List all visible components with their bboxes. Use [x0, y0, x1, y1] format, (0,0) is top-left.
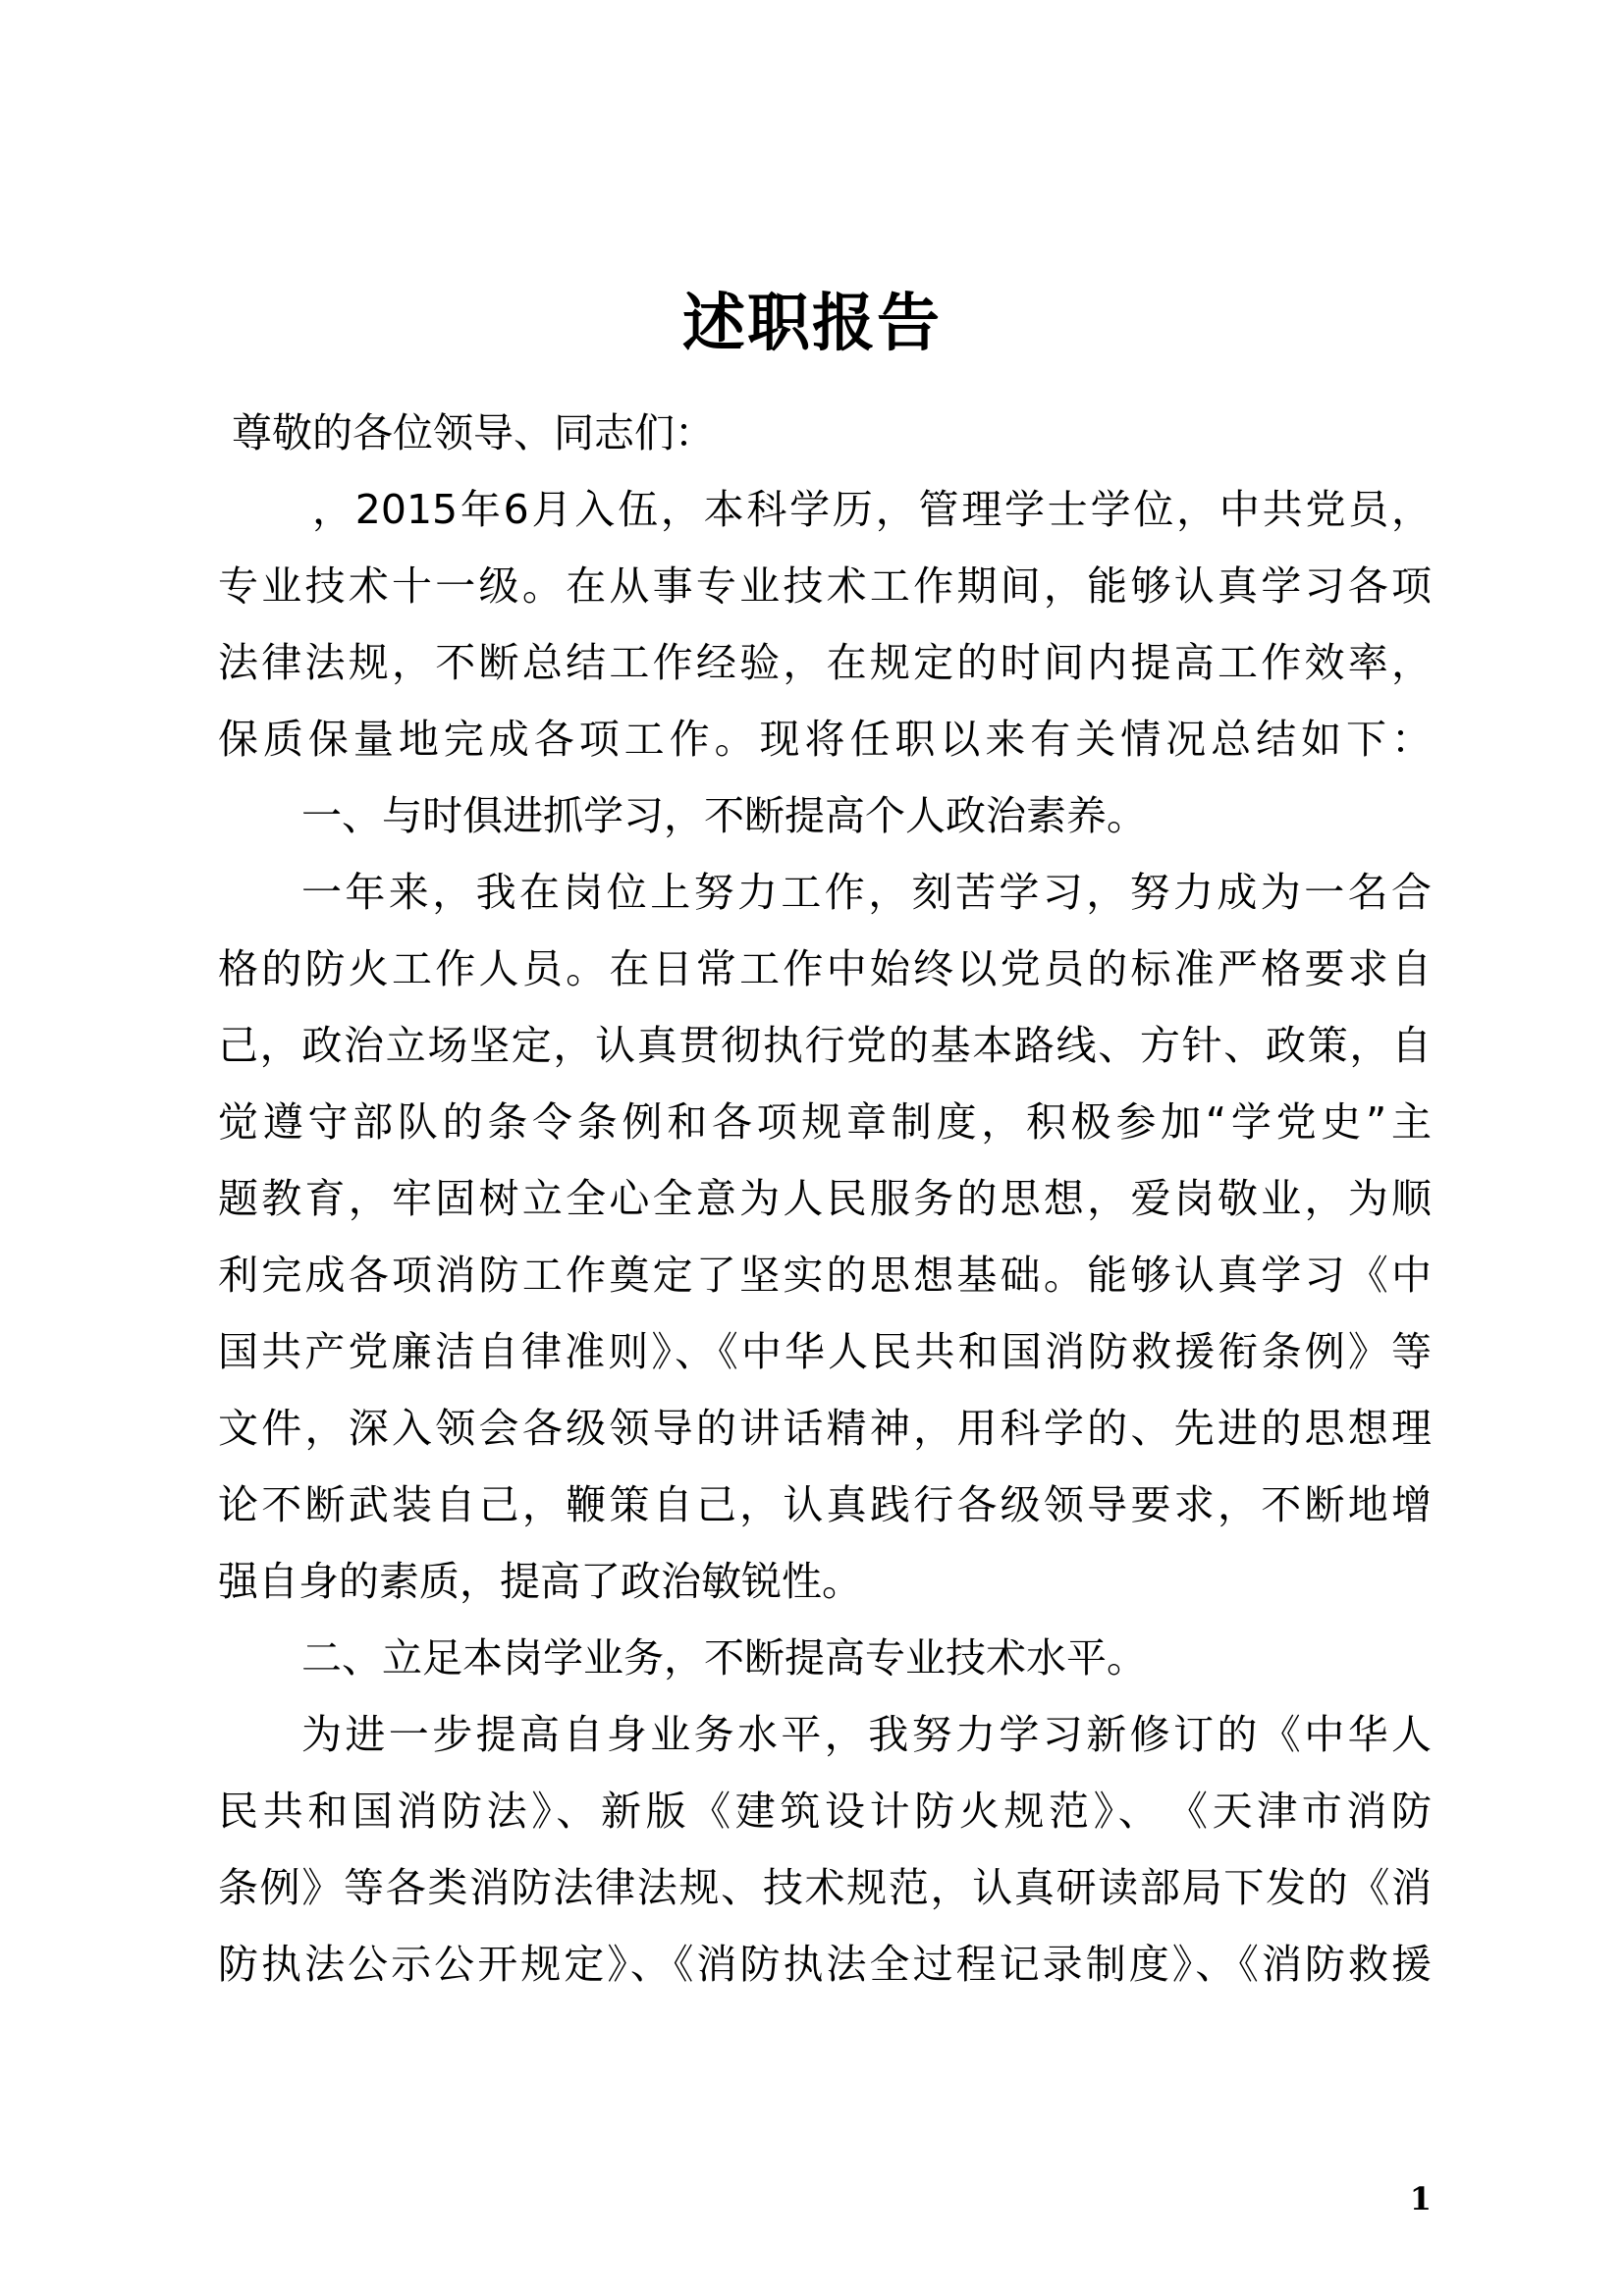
paragraph-line: 强自身的素质，提高了政治敏锐性。: [218, 1558, 862, 1605]
salutation: 尊敬的各位领导、同志们：: [232, 409, 715, 456]
paragraph-line: 法律法规，不断总结工作经验，在规定的时间内提高工作效率，: [218, 639, 1432, 686]
section-heading: 一、与时俱进抓学习，不断提高个人政治素养。: [301, 792, 1147, 839]
paragraph-line: 一年来，我在岗位上努力工作，刻苦学习，努力成为一名合: [301, 869, 1432, 916]
paragraph-line: 保质保量地完成各项工作。现将任职以来有关情况总结如下：: [218, 716, 1432, 763]
paragraph-line: 防执法公示公开规定》、《消防执法全过程记录制度》、《消防救援: [218, 1941, 1432, 1988]
paragraph-line: 己，政治立场坚定，认真贯彻执行党的基本路线、方针、政策，自: [218, 1022, 1432, 1069]
paragraph-line: 文件，深入领会各级领导的讲话精神，用科学的、先进的思想理: [218, 1405, 1432, 1452]
paragraph-line: 国共产党廉洁自律准则》、《中华人民共和国消防救援衔条例》等: [218, 1328, 1432, 1375]
paragraph-line: 条例》等各类消防法律法规、技术规范，认真研读部局下发的《消: [218, 1864, 1432, 1911]
paragraph-line: 专业技术十一级。在从事专业技术工作期间，能够认真学习各项: [218, 562, 1432, 610]
paragraph-line: 民共和国消防法》、新版《建筑设计防火规范》、 《天津市消防: [218, 1788, 1432, 1835]
paragraph-line: 利完成各项消防工作奠定了坚实的思想基础。能够认真学习《中: [218, 1252, 1432, 1299]
paragraph-line: 为进一步提高自身业务水平，我努力学习新修订的《中华人: [301, 1711, 1432, 1758]
paragraph-line: 题教育，牢固树立全心全意为人民服务的思想，爱岗敬业，为顺: [218, 1175, 1432, 1222]
paragraph-line: 格的防火工作人员。在日常工作中始终以党员的标准严格要求自: [218, 945, 1432, 992]
document-title: 述职报告: [682, 287, 942, 360]
paragraph-line: 觉遵守部队的条令条例和各项规章制度，积极参加“学党史”主: [218, 1098, 1432, 1146]
paragraph-line: 论不断武装自己，鞭策自己，认真践行各级领导要求，不断地增: [218, 1481, 1432, 1528]
paragraph-line: ，2015年6月入伍，本科学历，管理学士学位，中共党员，: [312, 486, 1432, 533]
page-number: 1: [1409, 2180, 1432, 2217]
section-heading: 二、立足本岗学业务，不断提高专业技术水平。: [301, 1634, 1147, 1682]
